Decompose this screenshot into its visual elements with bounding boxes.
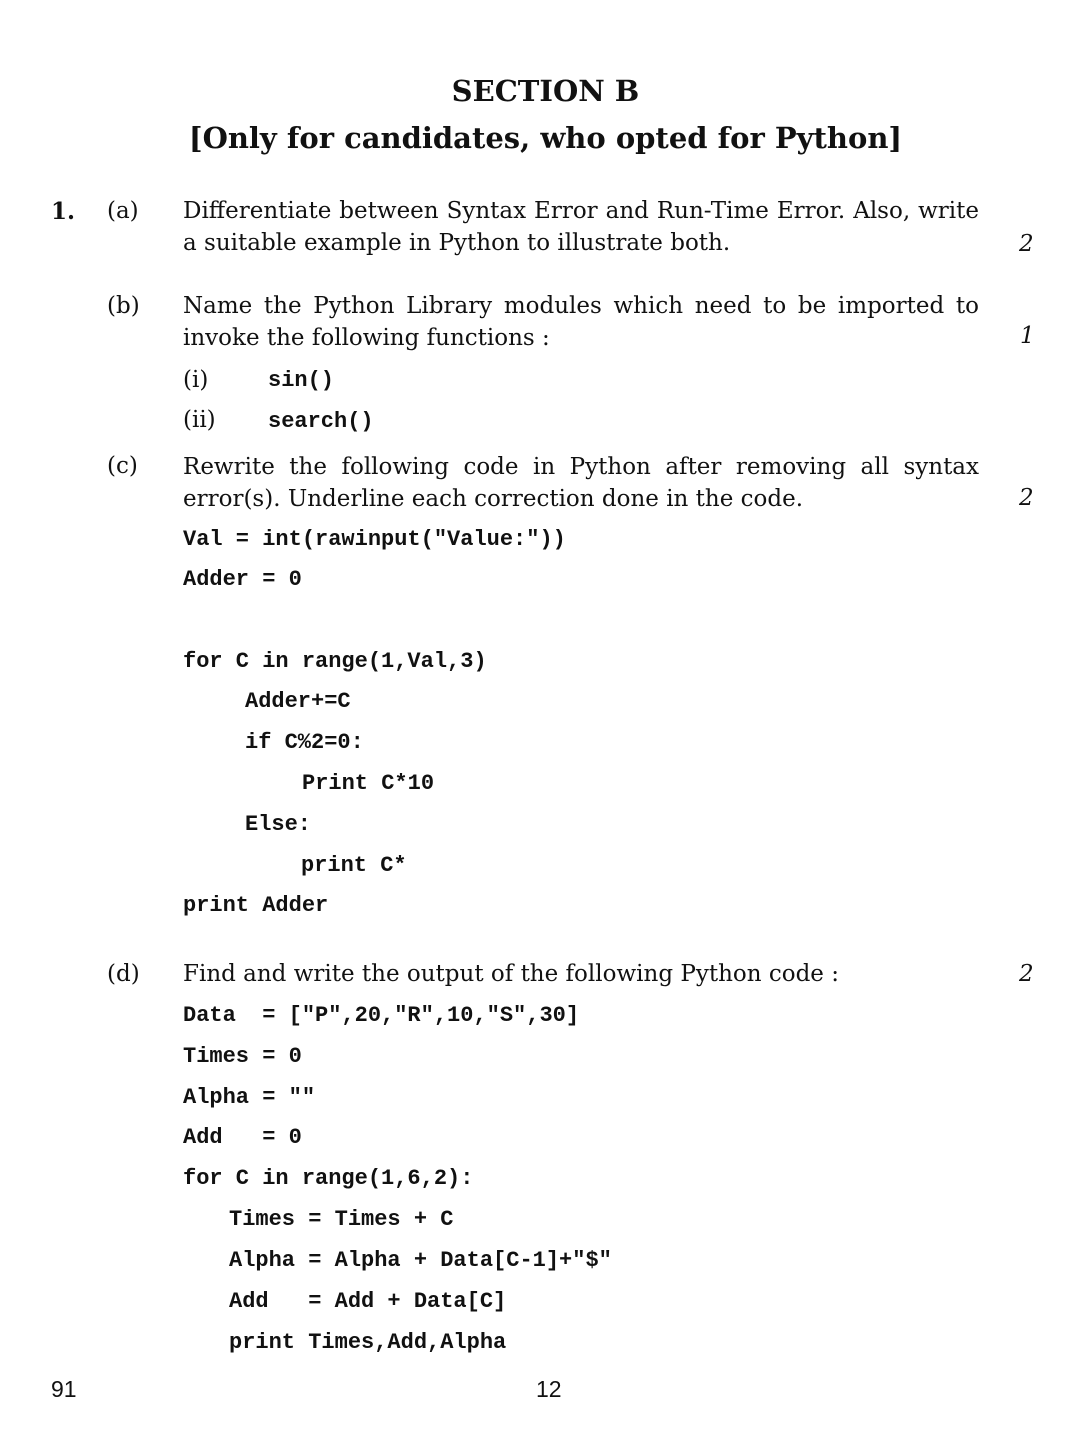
paper-code: 91 bbox=[51, 1376, 77, 1402]
section-subtitle: [Only for candidates, who opted for Python] bbox=[188, 121, 903, 155]
code-line: print Adder bbox=[183, 893, 329, 918]
part-a-marks: 2 bbox=[1019, 231, 1034, 257]
part-b-marks: 1 bbox=[1020, 323, 1035, 349]
code-line: Alpha = Alpha + Data[C-1]+"$" bbox=[229, 1248, 612, 1273]
part-c-label: (c) bbox=[107, 453, 138, 479]
part-d-text: Find and write the output of the following Python code : bbox=[183, 961, 839, 987]
part-d-marks: 2 bbox=[1019, 961, 1034, 987]
page-number: 12 bbox=[536, 1376, 562, 1402]
code-line: Times = Times + C bbox=[229, 1207, 454, 1232]
part-d-label: (d) bbox=[107, 961, 140, 987]
code-line: Times = 0 bbox=[183, 1044, 302, 1069]
part-a-label: (a) bbox=[107, 198, 139, 224]
code-line: Add = Add + Data[C] bbox=[229, 1289, 507, 1314]
section-title: SECTION B bbox=[451, 74, 640, 108]
code-line: Print C*10 bbox=[302, 771, 435, 796]
question-number: 1. bbox=[51, 198, 76, 225]
part-b-item-label: (i) bbox=[183, 367, 209, 393]
code-line: Alpha = "" bbox=[183, 1085, 316, 1110]
code-line: print C* bbox=[301, 853, 407, 878]
code-line: Else: bbox=[245, 812, 312, 837]
part-a-text: Differentiate between Syntax Error and Run-Time Error. Also, write a suitable example in Python to illustrate both. bbox=[183, 198, 979, 256]
code-line: for C in range(1,Val,3) bbox=[183, 649, 487, 674]
code-line: if C%2=0: bbox=[245, 730, 364, 755]
code-line: Data = ["P",20,"R",10,"S",30] bbox=[183, 1003, 580, 1028]
part-b-item-code: sin() bbox=[268, 368, 335, 393]
code-line: print Times,Add,Alpha bbox=[229, 1330, 507, 1355]
part-c-text: Rewrite the following code in Python after removing all syntax error(s). Underline each correction done in the code. bbox=[183, 454, 979, 512]
part-c-marks: 2 bbox=[1019, 485, 1034, 511]
part-b-item-code: search() bbox=[268, 409, 374, 434]
code-line: Adder = 0 bbox=[183, 567, 302, 592]
part-b-item-label: (ii) bbox=[183, 407, 216, 433]
code-line: Val = int(rawinput("Value:")) bbox=[183, 527, 566, 552]
code-line: Adder+=C bbox=[245, 689, 351, 714]
code-line: for C in range(1,6,2): bbox=[183, 1166, 474, 1191]
part-b-label: (b) bbox=[107, 293, 140, 319]
part-b-text: Name the Python Library modules which need to be imported to invoke the following functions : bbox=[183, 293, 979, 351]
code-line: Add = 0 bbox=[183, 1125, 302, 1150]
